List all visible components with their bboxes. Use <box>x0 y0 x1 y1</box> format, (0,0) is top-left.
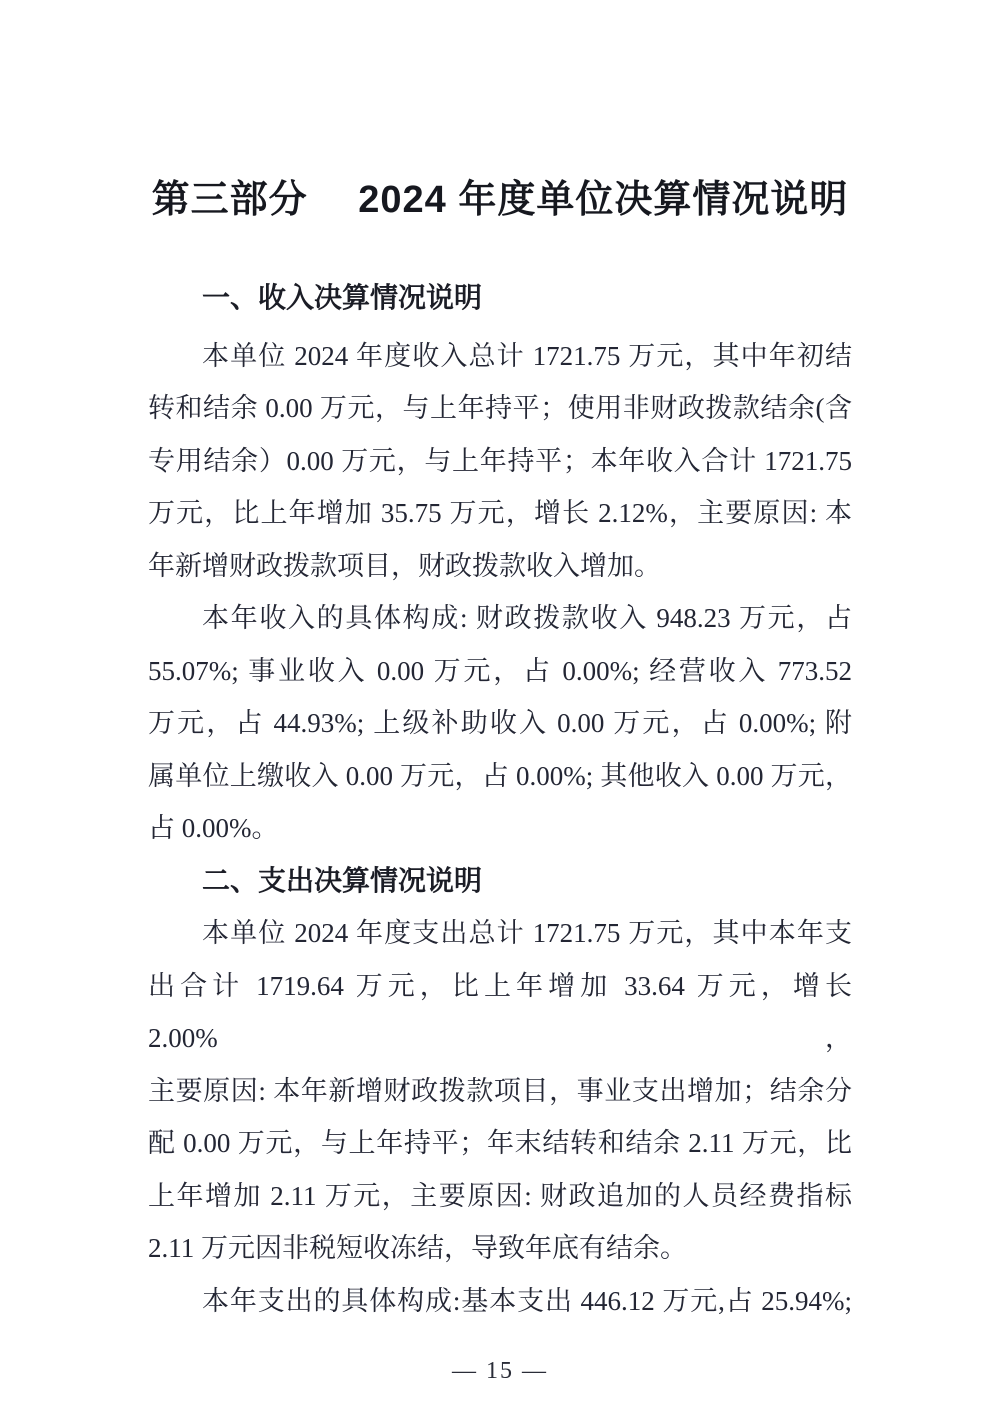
paragraph-line: 55.07%; 事业收入 0.00 万元，占 0.00%; 经营收入 773.52 <box>148 655 852 686</box>
paragraph-line: 上年增加 2.11 万元，主要原因: 财政追加的人员经费指标 <box>148 1180 852 1211</box>
paragraph-line: 本年支出的具体构成:基本支出 446.12 万元,占 25.94%; <box>202 1285 852 1316</box>
paragraph-line: 出合计 1719.64 万元，比上年增加 33.64 万元，增长 2.00%， <box>148 970 852 1053</box>
paragraph-line: 主要原因: 本年新增财政拨款项目，事业支出增加；结余分 <box>148 1075 852 1106</box>
paragraph-line: 年新增财政拨款项目，财政拨款收入增加。 <box>148 550 661 581</box>
paragraph-line: 万元，比上年增加 35.75 万元，增长 2.12%，主要原因: 本 <box>148 498 852 528</box>
paragraph-line: 属单位上缴收入 0.00 万元，占 0.00%; 其他收入 0.00 万元， <box>148 760 852 791</box>
page-content <box>148 170 852 1385</box>
page-number: — 15 — <box>452 1358 548 1384</box>
paragraph-line: 专用结余）0.00 万元，与上年持平；本年收入合计 1721.75 <box>148 445 852 476</box>
paragraph-line: 转和结余 0.00 万元，与上年持平；使用非财政拨款结余(含 <box>148 393 852 423</box>
paragraph-line: 配 0.00 万元，与上年持平；年末结转和结余 2.11 万元，比 <box>148 1128 852 1158</box>
paragraph <box>148 907 852 1275</box>
paragraph-line: 本年收入的具体构成: 财政拨款收入 948.23 万元，占 <box>202 603 852 633</box>
paragraph-line: 占 0.00%。 <box>148 813 279 843</box>
page-title: 第三部分 2024 年度单位决算情况说明 <box>151 179 849 221</box>
paragraph-line: 本单位 2024 年度支出总计 1721.75 万元，其中本年支 <box>202 918 852 948</box>
paragraph-line: 本单位 2024 年度收入总计 1721.75 万元，其中年初结 <box>202 340 852 371</box>
paragraph-line: 万元，占 44.93%; 上级补助收入 0.00 万元，占 0.00%; 附 <box>148 708 852 738</box>
section-heading-expenditure: 二、支出决算情况说明 <box>202 864 483 896</box>
section-heading-income: 一、收入决算情况说明 <box>202 282 483 313</box>
paragraph <box>148 592 852 855</box>
paragraph <box>148 1275 852 1328</box>
paragraph-line: 2.11 万元因非税短收冻结，导致年底有结余。 <box>148 1233 687 1263</box>
paragraph <box>148 330 852 593</box>
